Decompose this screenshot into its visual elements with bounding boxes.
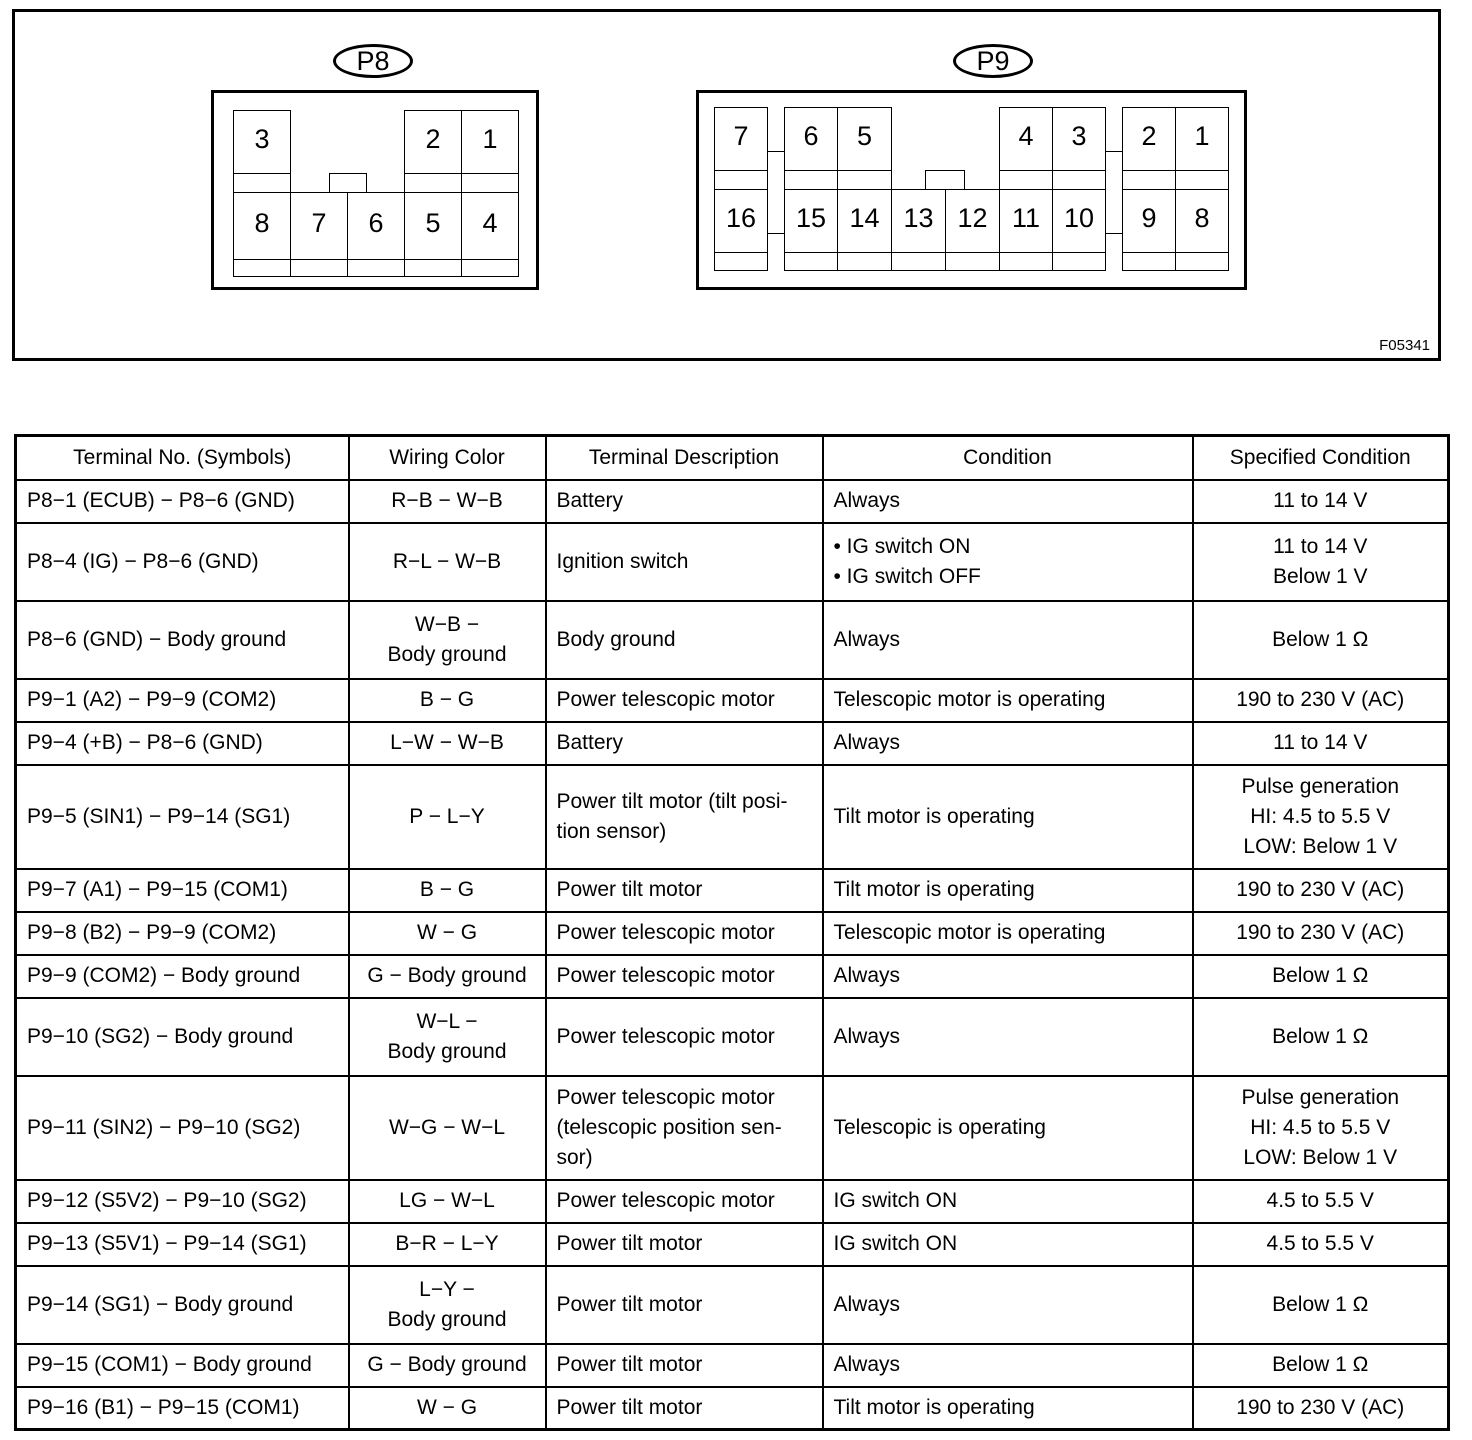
figure-code: F05341 xyxy=(1379,337,1430,354)
cell-text: Telescopic motor is operating xyxy=(833,921,1106,944)
connector-pin: 6 xyxy=(784,107,838,171)
connector-diagram xyxy=(12,9,1441,361)
pin-latch xyxy=(999,252,1053,271)
cell-text: tion sensor) xyxy=(556,819,667,843)
connector-p8-housing xyxy=(211,90,539,290)
column-header: Terminal No. (Symbols) xyxy=(16,436,349,480)
cell-text: 11 to 14 V xyxy=(1273,489,1368,512)
table-row xyxy=(16,1266,1449,1344)
pin-latch xyxy=(404,173,462,193)
terminal-cell xyxy=(16,1223,349,1266)
cell-text: P9−14 (SG1) − Body ground xyxy=(27,1292,294,1316)
specified-condition-cell xyxy=(1193,1180,1449,1223)
terminal-description-cell xyxy=(546,1344,823,1387)
condition-cell xyxy=(823,869,1193,912)
connector-p9-housing xyxy=(696,90,1247,290)
cell-text: P9−12 (S5V2) − P9−10 (SG2) xyxy=(27,1189,307,1212)
table-row xyxy=(16,722,1449,765)
pin-latch xyxy=(461,173,519,193)
terminal-description-cell xyxy=(546,869,823,912)
pin-latch xyxy=(290,259,348,277)
cell-text: P9−11 (SIN2) − P9−10 (SG2) xyxy=(27,1115,301,1139)
cell-text: Battery xyxy=(556,489,624,512)
cell-text: Always xyxy=(833,489,901,512)
table-row xyxy=(16,1076,1449,1180)
pin-latch xyxy=(1052,252,1106,271)
cell-text: Telescopic is operating xyxy=(833,1115,1046,1139)
condition-cell xyxy=(823,912,1193,955)
specified-condition-cell xyxy=(1193,679,1449,722)
connector-label-p8: P8 xyxy=(333,44,413,78)
terminal-cell xyxy=(16,869,349,912)
table-row xyxy=(16,601,1449,679)
cell-text: Power telescopic motor xyxy=(556,1024,775,1048)
terminal-cell xyxy=(16,998,349,1076)
cell-text: W−G − W−L xyxy=(388,1115,506,1139)
condition-cell xyxy=(823,1266,1193,1344)
specified-condition-cell xyxy=(1193,1266,1449,1344)
wiring-color-cell xyxy=(349,1344,546,1387)
cell-text: P9−8 (B2) − P9−9 (COM2) xyxy=(27,921,277,944)
pin-latch xyxy=(837,170,892,190)
connector-pin: 5 xyxy=(404,192,462,260)
pin-latch xyxy=(891,252,946,271)
terminal-description-cell xyxy=(546,480,823,523)
cell-text: G − Body ground xyxy=(367,964,527,987)
pin-latch xyxy=(233,259,291,277)
terminal-description-cell xyxy=(546,523,823,601)
table-row xyxy=(16,998,1449,1076)
cell-text: Tilt motor is operating xyxy=(833,804,1035,828)
terminal-description-cell xyxy=(546,955,823,998)
connector-pin: 8 xyxy=(233,192,291,260)
cell-text: Power tilt motor xyxy=(556,1395,703,1419)
cell-text: P9−1 (A2) − P9−9 (COM2) xyxy=(27,688,277,711)
cell-text: Below 1 Ω xyxy=(1272,1292,1369,1316)
terminal-description-cell xyxy=(546,998,823,1076)
table-row xyxy=(16,869,1449,912)
pin-latch xyxy=(837,252,892,271)
specified-condition-cell xyxy=(1193,912,1449,955)
terminal-cell xyxy=(16,955,349,998)
cell-text: R−B − W−B xyxy=(391,489,503,512)
cell-text: G − Body ground xyxy=(367,1353,527,1376)
terminal-cell xyxy=(16,722,349,765)
connector-pin: 5 xyxy=(837,107,892,171)
table-row xyxy=(16,679,1449,722)
cell-text: 11 to 14 V xyxy=(1273,731,1368,754)
connector-pin: 1 xyxy=(1175,107,1229,171)
cell-text: P9−9 (COM2) − Body ground xyxy=(27,964,301,987)
cell-text: P9−15 (COM1) − Body ground xyxy=(27,1353,312,1376)
connector-pin: 9 xyxy=(1122,189,1176,253)
terminal-description-cell xyxy=(546,679,823,722)
pin-latch xyxy=(347,259,405,277)
cell-text: B−R − L−Y xyxy=(395,1232,499,1255)
cell-text: Below 1 Ω xyxy=(1272,1353,1369,1376)
pin-latch xyxy=(404,259,462,277)
cell-text: Tilt motor is operating xyxy=(833,878,1035,901)
cell-text: P9−10 (SG2) − Body ground xyxy=(27,1024,294,1048)
cell-text: P9−7 (A1) − P9−15 (COM1) xyxy=(27,878,288,901)
cell-text: B − G xyxy=(419,688,475,711)
pin-latch xyxy=(1175,170,1229,190)
cell-text: 4.5 to 5.5 V xyxy=(1266,1189,1374,1212)
cell-text: Always xyxy=(833,731,901,754)
cell-text: • IG switch ON xyxy=(833,534,971,558)
terminal-cell xyxy=(16,480,349,523)
specified-condition-cell xyxy=(1193,1076,1449,1180)
terminal-cell xyxy=(16,1076,349,1180)
condition-cell xyxy=(823,601,1193,679)
cell-text: IG switch ON xyxy=(833,1189,958,1212)
specified-condition-cell xyxy=(1193,998,1449,1076)
table-row xyxy=(16,1180,1449,1223)
cell-text: Body ground xyxy=(387,1307,507,1331)
terminal-description-cell xyxy=(546,1266,823,1344)
cell-text: LOW: Below 1 V xyxy=(1243,834,1398,858)
specified-condition-cell xyxy=(1193,955,1449,998)
cell-text: Body ground xyxy=(387,1039,507,1063)
pin-latch xyxy=(1175,252,1229,271)
table-row xyxy=(16,765,1449,869)
pin-latch xyxy=(945,252,1000,271)
table-row xyxy=(16,1223,1449,1266)
wiring-color-cell xyxy=(349,722,546,765)
cell-text: Always xyxy=(833,1353,901,1376)
cell-text: Power tilt motor xyxy=(556,1292,703,1316)
condition-cell xyxy=(823,722,1193,765)
connector-pin: 3 xyxy=(233,110,291,174)
column-header: Condition xyxy=(823,436,1193,480)
pin-latch xyxy=(1122,170,1176,190)
cell-text: Below 1 Ω xyxy=(1272,1024,1369,1048)
wiring-color-cell xyxy=(349,998,546,1076)
cell-text: P9−4 (+B) − P8−6 (GND) xyxy=(27,731,263,754)
condition-cell xyxy=(823,955,1193,998)
condition-cell xyxy=(823,1223,1193,1266)
connector-pin: 8 xyxy=(1175,189,1229,253)
condition-cell xyxy=(823,679,1193,722)
table-row xyxy=(16,1344,1449,1387)
cell-text: P8−1 (ECUB) − P8−6 (GND) xyxy=(27,489,295,512)
cell-text: Power tilt motor xyxy=(556,1353,703,1376)
connector-pin: 16 xyxy=(714,189,768,253)
pin-latch xyxy=(714,252,768,271)
pin-latch xyxy=(1052,170,1106,190)
condition-cell xyxy=(823,998,1193,1076)
connector-pin: 6 xyxy=(347,192,405,260)
wiring-color-cell xyxy=(349,523,546,601)
terminal-description-cell xyxy=(546,1180,823,1223)
terminal-description-cell xyxy=(546,722,823,765)
wiring-color-cell xyxy=(349,679,546,722)
connector-pin: 4 xyxy=(461,192,519,260)
condition-cell xyxy=(823,1180,1193,1223)
terminal-cell xyxy=(16,1344,349,1387)
cell-text: Always xyxy=(833,627,901,651)
terminal-cell xyxy=(16,679,349,722)
cell-text: W − G xyxy=(416,921,478,944)
terminal-description-cell xyxy=(546,601,823,679)
cell-text: Power tilt motor xyxy=(556,878,703,901)
terminal-description-cell xyxy=(546,1223,823,1266)
table-row xyxy=(16,1387,1449,1430)
condition-cell xyxy=(823,1076,1193,1180)
cell-text: Power tilt motor xyxy=(556,1232,703,1255)
wiring-color-cell xyxy=(349,869,546,912)
terminal-cell xyxy=(16,601,349,679)
cell-text: Power telescopic motor xyxy=(556,688,775,711)
divider xyxy=(1106,233,1122,234)
cell-text: R−L − W−B xyxy=(392,549,502,573)
cell-text: Pulse generation xyxy=(1241,1085,1400,1109)
cell-text: Power telescopic motor xyxy=(556,964,775,987)
connector-pin: 3 xyxy=(1052,107,1106,171)
column-header: Terminal Description xyxy=(546,436,823,480)
table-row xyxy=(16,955,1449,998)
cell-text: L−W − W−B xyxy=(390,731,504,754)
cell-text: Always xyxy=(833,964,901,987)
terminal-cell xyxy=(16,523,349,601)
cell-text: P9−13 (S5V1) − P9−14 (SG1) xyxy=(27,1232,307,1255)
cell-text: LG − W−L xyxy=(399,1189,495,1212)
specified-condition-cell xyxy=(1193,480,1449,523)
connector-pin: 14 xyxy=(837,189,892,253)
cell-text: • IG switch OFF xyxy=(833,564,981,588)
condition-cell xyxy=(823,1387,1193,1430)
cell-text: L−Y − xyxy=(419,1277,475,1301)
cell-text: IG switch ON xyxy=(833,1232,958,1255)
terminal-description-cell xyxy=(546,1387,823,1430)
cell-text: W−L − xyxy=(416,1009,478,1033)
wiring-color-cell xyxy=(349,1223,546,1266)
pin-latch xyxy=(461,259,519,277)
cell-text: HI: 4.5 to 5.5 V xyxy=(1250,1115,1391,1139)
cell-text: Tilt motor is operating xyxy=(833,1395,1035,1419)
cell-text: Below 1 Ω xyxy=(1272,964,1369,987)
column-header: Specified Condition xyxy=(1193,436,1449,480)
cell-text: 190 to 230 V (AC) xyxy=(1236,921,1405,944)
wiring-color-cell xyxy=(349,1387,546,1430)
table-header-row xyxy=(16,436,1449,480)
specified-condition-cell xyxy=(1193,1344,1449,1387)
cell-text: Battery xyxy=(556,731,624,754)
cell-text: Power telescopic motor xyxy=(556,921,775,944)
cell-text: 4.5 to 5.5 V xyxy=(1266,1232,1374,1255)
condition-cell xyxy=(823,765,1193,869)
terminal-cell xyxy=(16,1387,349,1430)
connector-pin: 15 xyxy=(784,189,838,253)
connector-key xyxy=(925,170,965,190)
cell-text: Telescopic motor is operating xyxy=(833,688,1106,711)
cell-text: Always xyxy=(833,1292,901,1316)
wiring-color-cell xyxy=(349,1266,546,1344)
cell-text: Body ground xyxy=(387,642,507,666)
connector-pin: 10 xyxy=(1052,189,1106,253)
pin-latch xyxy=(233,173,291,193)
wiring-color-cell xyxy=(349,601,546,679)
wiring-color-cell xyxy=(349,765,546,869)
divider xyxy=(768,233,784,234)
pin-latch xyxy=(999,170,1053,190)
cell-text: HI: 4.5 to 5.5 V xyxy=(1250,804,1391,828)
terminal-description-cell xyxy=(546,765,823,869)
connector-label-p9: P9 xyxy=(953,44,1033,78)
wiring-color-cell xyxy=(349,480,546,523)
connector-pin: 7 xyxy=(290,192,348,260)
connector-pin: 2 xyxy=(404,110,462,174)
specified-condition-cell xyxy=(1193,722,1449,765)
cell-text: P9−16 (B1) − P9−15 (COM1) xyxy=(27,1395,300,1419)
table-row xyxy=(16,523,1449,601)
specified-condition-cell xyxy=(1193,1223,1449,1266)
column-header: Wiring Color xyxy=(349,436,546,480)
cell-text: Ignition switch xyxy=(556,549,689,573)
cell-text: Pulse generation xyxy=(1241,774,1400,798)
pin-latch xyxy=(1122,252,1176,271)
pin-latch xyxy=(714,170,768,190)
cell-text: P9−5 (SIN1) − P9−14 (SG1) xyxy=(27,804,291,828)
connector-pin: 4 xyxy=(999,107,1053,171)
connector-pin: 2 xyxy=(1122,107,1176,171)
cell-text: Power telescopic motor xyxy=(556,1189,775,1212)
wiring-color-cell xyxy=(349,1076,546,1180)
terminal-description-cell xyxy=(546,912,823,955)
cell-text: Below 1 Ω xyxy=(1272,627,1369,651)
pin-latch xyxy=(784,252,838,271)
pin-latch xyxy=(784,170,838,190)
terminal-spec-table xyxy=(14,434,1450,1431)
wiring-color-cell xyxy=(349,1180,546,1223)
cell-text: P − L−Y xyxy=(409,804,485,828)
specified-condition-cell xyxy=(1193,869,1449,912)
condition-cell xyxy=(823,1344,1193,1387)
cell-text: W−B − xyxy=(414,612,480,636)
wiring-color-cell xyxy=(349,955,546,998)
cell-text: LOW: Below 1 V xyxy=(1243,1145,1398,1169)
connector-pin: 7 xyxy=(714,107,768,171)
cell-text: W − G xyxy=(416,1395,478,1419)
connector-pin: 1 xyxy=(461,110,519,174)
connector-key xyxy=(329,173,367,193)
table-row xyxy=(16,912,1449,955)
divider xyxy=(768,151,784,152)
divider xyxy=(1106,151,1122,152)
terminal-cell xyxy=(16,765,349,869)
specified-condition-cell xyxy=(1193,1387,1449,1430)
connector-pin: 12 xyxy=(945,189,1000,253)
condition-cell xyxy=(823,523,1193,601)
cell-text: Power telescopic motor xyxy=(556,1085,775,1109)
cell-text: P8−6 (GND) − Body ground xyxy=(27,627,287,651)
cell-text: 11 to 14 V xyxy=(1273,534,1368,558)
cell-text: B − G xyxy=(419,878,475,901)
cell-text: sor) xyxy=(556,1145,593,1169)
terminal-cell xyxy=(16,1180,349,1223)
wiring-color-cell xyxy=(349,912,546,955)
cell-text: Body ground xyxy=(556,627,676,651)
cell-text: Power tilt motor (tilt posi- xyxy=(556,789,788,813)
terminal-cell xyxy=(16,912,349,955)
cell-text: Below 1 V xyxy=(1272,564,1368,588)
specified-condition-cell xyxy=(1193,523,1449,601)
cell-text: (telescopic position sen- xyxy=(556,1115,782,1139)
connector-pin: 13 xyxy=(891,189,946,253)
specified-condition-cell xyxy=(1193,765,1449,869)
connector-pin: 11 xyxy=(999,189,1053,253)
cell-text: P8−4 (IG) − P8−6 (GND) xyxy=(27,549,259,573)
terminal-description-cell xyxy=(546,1076,823,1180)
specified-condition-cell xyxy=(1193,601,1449,679)
cell-text: 190 to 230 V (AC) xyxy=(1236,878,1405,901)
cell-text: Always xyxy=(833,1024,901,1048)
terminal-cell xyxy=(16,1266,349,1344)
table-row xyxy=(16,480,1449,523)
cell-text: 190 to 230 V (AC) xyxy=(1236,688,1405,711)
cell-text: 190 to 230 V (AC) xyxy=(1236,1395,1405,1419)
condition-cell xyxy=(823,480,1193,523)
